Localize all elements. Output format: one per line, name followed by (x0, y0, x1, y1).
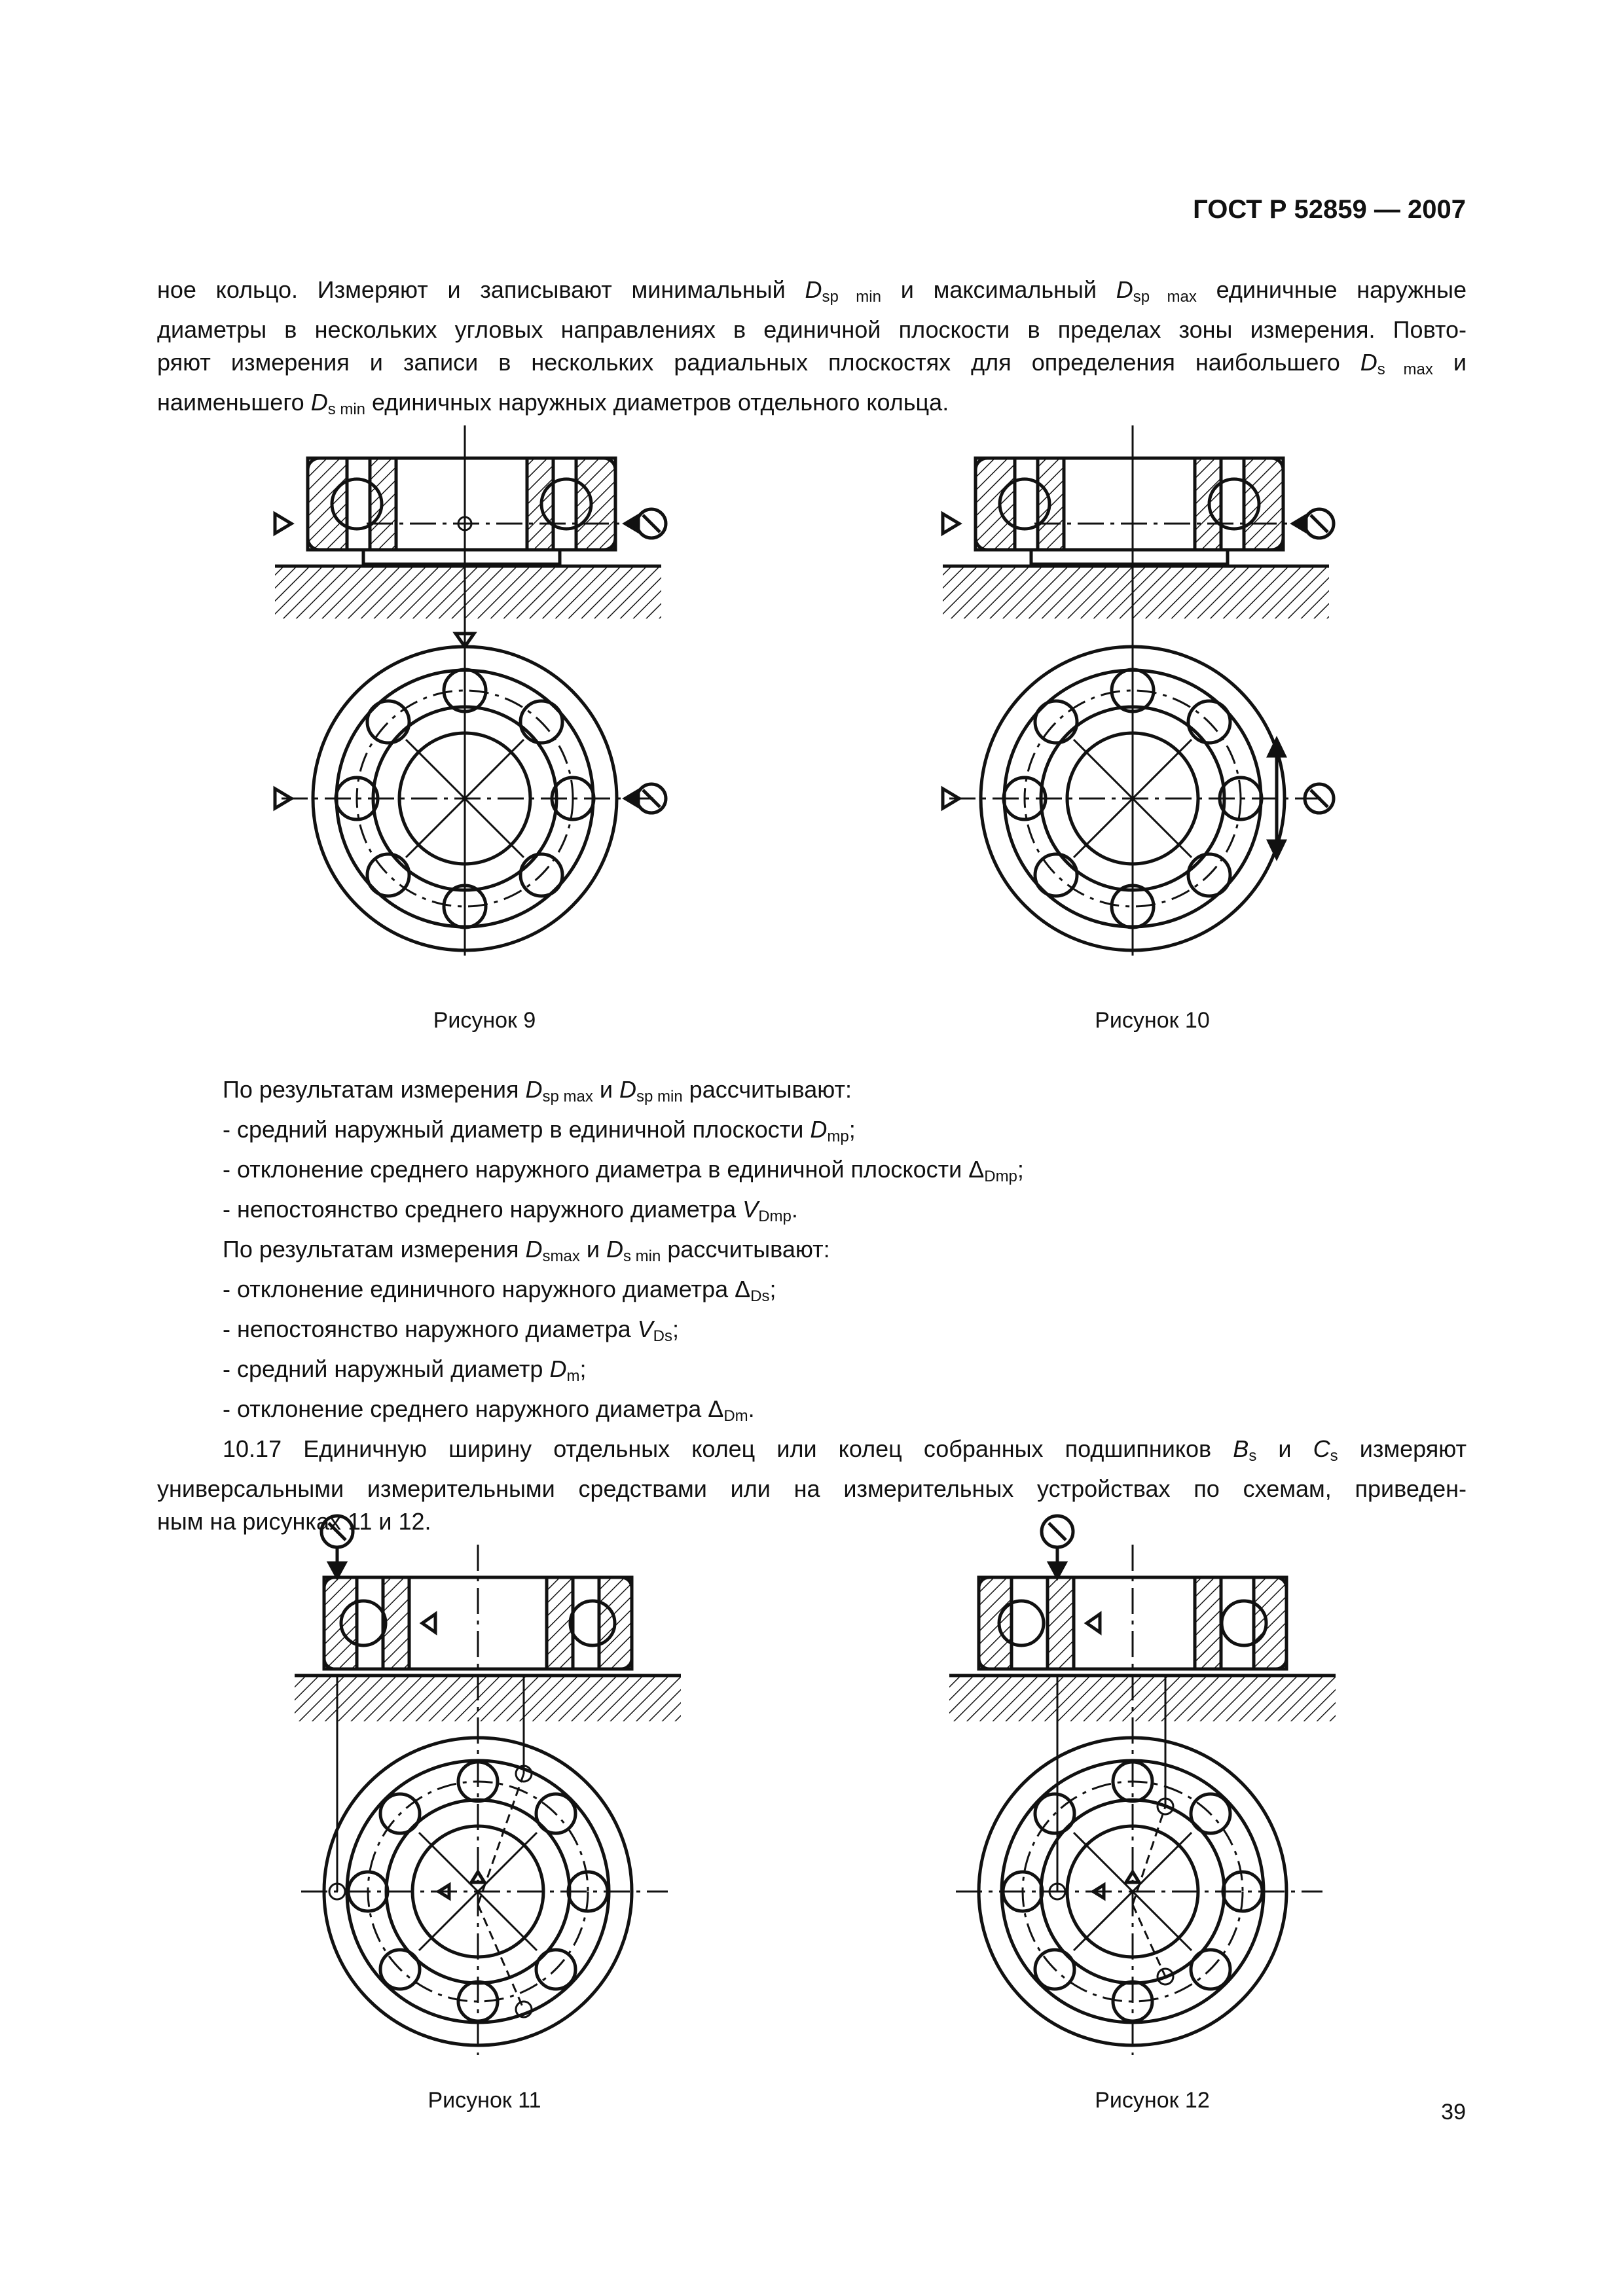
results-line-1: По результатам измерения $D_{sp max}$ и $D_{sp min}$ рассчитывают: (223, 1076, 852, 1105)
results-line-4: - непостоянство среднего наружного диаметра $V_{Dmp}$. (223, 1196, 798, 1225)
figure-9-caption: Рисунок 9 (433, 1008, 536, 1033)
intro-line-1: ное кольцо. Измеряют и записывают минимальный $D_{sp min}$ и максимальный $D_{sp max}$ единичные наружные (157, 276, 1467, 306)
section-line-3: ным на рисунках 11 и 12. (157, 1508, 431, 1535)
results-line-6: - отклонение единичного наружного диаметра $\Delta_{Ds}$; (223, 1276, 776, 1305)
section-line-2: универсальными измерительными средствами или на измерительных устройствах по схемам, приведен- (157, 1475, 1467, 1502)
figure-11-drawing (275, 1486, 746, 2075)
figure-9-drawing (262, 432, 733, 982)
intro-line-2: диаметры в нескольких угловых направлениях в единичной плоскости в пределах зоны измерения. Повто- (157, 316, 1467, 343)
figure-11-caption: Рисунок 11 (428, 2088, 541, 2113)
results-line-5: По результатам измерения $D_{smax}$ и $D_{s min}$ рассчитывают: (223, 1236, 830, 1265)
page-number: 39 (1441, 2100, 1466, 2125)
results-paragraph (157, 1073, 1467, 1538)
figure-12-drawing (930, 1486, 1401, 2075)
results-line-2: - средний наружный диаметр в единичной плоскости $D_{mp}$; (223, 1116, 856, 1145)
section-line-1: 10.17 Единичную ширину отдельных колец или колец собранных подшипников $B_s$ и $C_s$ измеряют (223, 1435, 1467, 1465)
intro-paragraph (157, 274, 1467, 426)
results-line-3: - отклонение среднего наружного диаметра в единичной плоскости $\Delta_{Dmp}$; (223, 1156, 1024, 1185)
intro-line-4: наименьшего $D_{s min}$ единичных наружных диаметров отдельного кольца. (157, 389, 949, 418)
results-line-9: - отклонение среднего наружного диаметра $\Delta_{Dm}$. (223, 1395, 755, 1425)
intro-line-3: ряют измерения и записи в нескольких радиальных плоскостях для определения наибольшего $D_{s max}$ и (157, 349, 1467, 378)
standard-header: ГОСТ Р 52859 — 2007 (1193, 195, 1466, 224)
results-line-8: - средний наружный диаметр $D_m$; (223, 1355, 587, 1385)
figure-10-drawing (930, 432, 1401, 982)
results-line-7: - непостоянство наружного диаметра $V_{Ds}$; (223, 1316, 680, 1345)
figure-12-caption: Рисунок 12 (1095, 2088, 1210, 2113)
figure-10-caption: Рисунок 10 (1095, 1008, 1210, 1033)
